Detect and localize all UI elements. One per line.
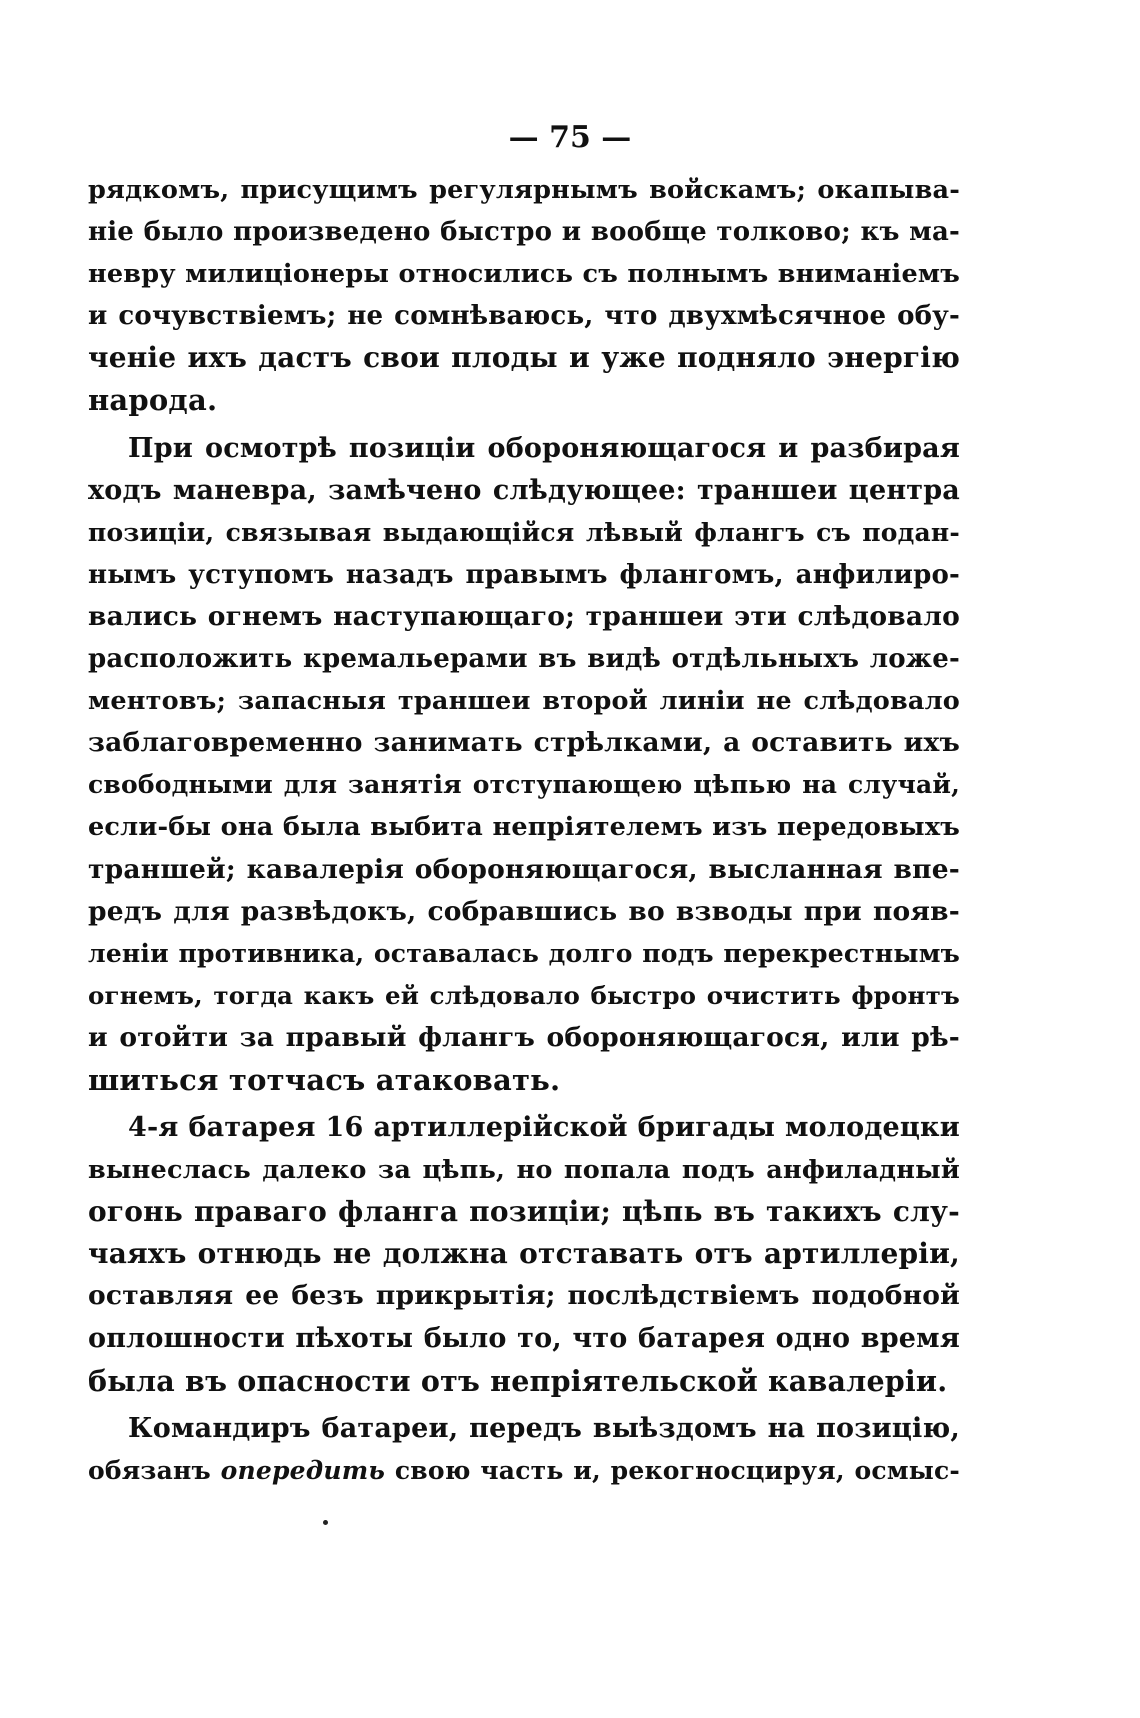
text-line: ментовъ; запасныя траншеи второй линіи не слѣдовало: [88, 686, 960, 717]
text-line: 4-я батарея 16 артиллерійской бригады молодецки: [128, 1112, 960, 1144]
text-line: огнемъ, тогда какъ ей слѣдовало быстро очистить фронтъ: [88, 980, 960, 1010]
text-line: расположить кремальерами въ видѣ отдѣльныхъ ложе-: [88, 644, 960, 675]
text-line: оставляя ее безъ прикрытія; послѣдствіемъ подобной: [88, 1280, 960, 1312]
text-line: была въ опасности отъ непріятельской кавалеріи.: [88, 1363, 948, 1398]
text-line: чаяхъ отнюдь не должна отставать отъ артиллеріи,: [88, 1237, 960, 1271]
text-line: свободными для занятія отступающею цѣпью на случай,: [88, 770, 960, 800]
text-line-with-emphasis: [88, 1450, 960, 1492]
text-line: и сочувствіемъ; не сомнѣваюсь, что двухмѣсячное обу-: [88, 301, 960, 332]
text-line: редъ для развѣдокъ, собравшись во взводы при появ-: [88, 895, 960, 927]
text-line: ходъ маневра, замѣчено слѣдующее: траншеи центра: [88, 474, 960, 506]
text-line: При осмотрѣ позиціи обороняющагося и разбирая: [128, 432, 960, 464]
emphasized-word: опередить: [220, 1455, 386, 1485]
text-line: вынеслась далеко за цѣпь, но попала подъ анфиладный: [88, 1155, 960, 1186]
text-line: и отойти за правый флангъ обороняющагося, или рѣ-: [88, 1021, 960, 1053]
page-number: — 75 —: [508, 120, 632, 155]
text-line: огонь праваго фланга позиціи; цѣпь въ такихъ слу-: [88, 1195, 960, 1229]
text-run: свою часть и, рекогносцируя, осмыс-: [385, 1455, 960, 1485]
text-line: шиться тотчасъ атаковать.: [88, 1062, 561, 1097]
text-run: обязанъ: [88, 1455, 221, 1485]
body-text: [88, 169, 960, 1492]
text-line: нымъ уступомъ назадъ правымъ флангомъ, анфилиро-: [88, 559, 960, 590]
text-line: народа.: [88, 383, 218, 418]
text-line: рядкомъ, присущимъ регулярнымъ войскамъ; окапыва-: [88, 175, 960, 205]
text-line: оплошности пѣхоты было то, что батарея одно время: [88, 1322, 960, 1354]
text-line: заблаговременно занимать стрѣлками, а оставить ихъ: [88, 727, 960, 759]
text-line: вались огнемъ наступающаго; траншеи эти слѣдовало: [88, 600, 960, 632]
print-speck: [323, 1520, 328, 1525]
text-line: если-бы она была выбита непріятелемъ изъ передовыхъ: [88, 812, 960, 843]
text-line: Командиръ батареи, передъ выѣздомъ на позицію,: [128, 1412, 960, 1444]
text-line: ніе было произведено быстро и вообще толково; къ ма-: [88, 217, 960, 248]
text-line: траншей; кавалерія обороняющагося, высланная впе-: [88, 853, 960, 885]
text-line: позиціи, связывая выдающійся лѣвый флангъ съ подан-: [88, 517, 960, 547]
text-line: ченіе ихъ дастъ свои плоды и уже подняло энергію: [88, 341, 960, 375]
text-line: леніи противника, оставалась долго подъ перекрестнымъ: [88, 938, 960, 968]
text-line: невру милиціонеры относились съ полнымъ вниманіемъ: [88, 259, 960, 290]
